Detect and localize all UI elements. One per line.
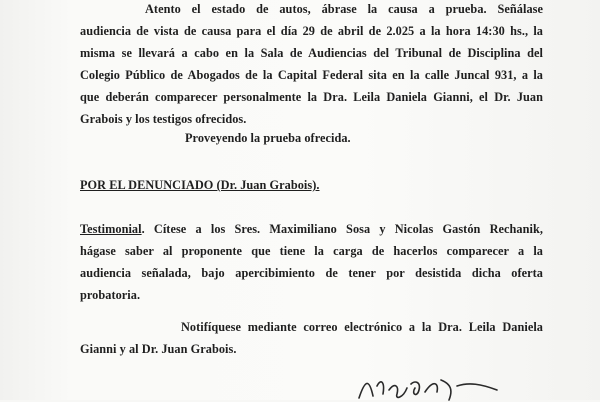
paragraph-line: Colegio Público de Abogados de la Capital Federal sita en la calle Juncal 931, a la (80, 68, 543, 82)
paragraph-line: Proveyendo la prueba ofrecida. (185, 131, 351, 145)
paragraph-line: misma se llevará a cabo en la Sala de Audiencias del Tribunal de Disciplina del (80, 46, 543, 60)
signature-scribble (355, 372, 525, 402)
paragraph-line: audiencia de vista de causa para el día 29 de abril de 2.025 a la hora 14:30 hs., la (80, 24, 543, 38)
paragraph-line: Grabois y los testigos ofrecidos. (80, 112, 247, 126)
testimonial-label: Testimonial (80, 222, 142, 236)
paragraph-line: hágase saber al proponente que tiene la carga de hacerlos comparecer a la (80, 244, 543, 258)
section-heading: POR EL DENUNCIADO (Dr. Juan Grabois). (80, 178, 320, 192)
paragraph-line: Notifíquese mediante correo electrónico a la Dra. Leila Daniela (181, 320, 543, 334)
paragraph-line (80, 222, 543, 237)
paragraph-line: Atento el estado de autos, ábrase la causa a prueba. Señálase (145, 2, 543, 16)
paragraph-line: audiencia señalada, bajo apercibimiento de tener por desistida dicha oferta (80, 266, 543, 280)
paragraph-line: probatoria. (80, 288, 141, 302)
paragraph-line-text: . Cítese a los Sres. Maximiliano Sosa y Nicolas Gastón Rechanik, (141, 222, 543, 236)
paragraph-line: Gianni y al Dr. Juan Grabois. (80, 342, 237, 356)
paragraph-line: que deberán comparecer personalmente la Dra. Leila Daniela Gianni, el Dr. Juan (80, 90, 543, 104)
